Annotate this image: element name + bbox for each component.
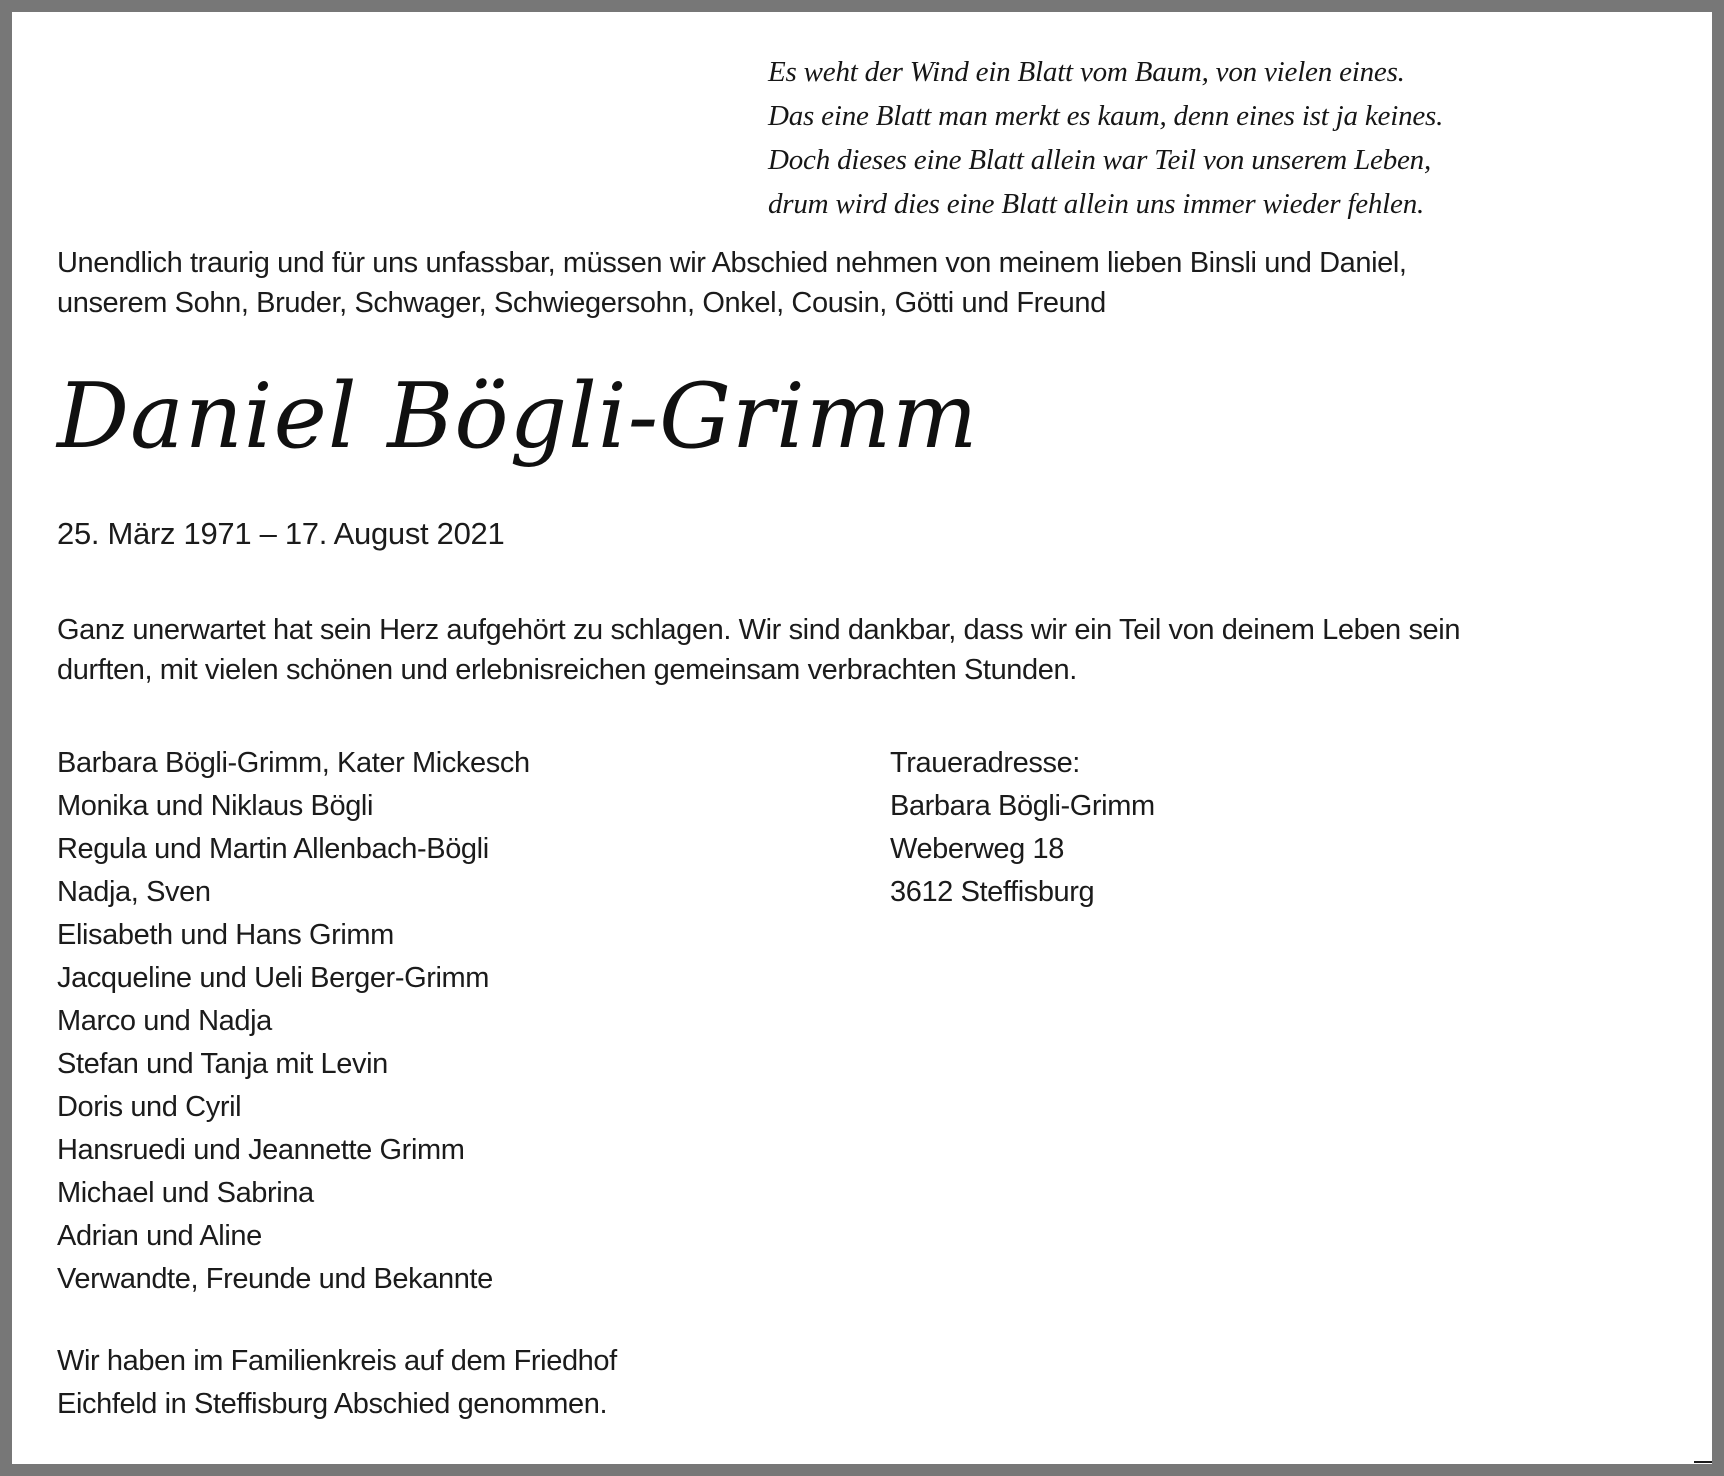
mourner-entry: Jacqueline und Ueli Berger-Grimm	[57, 962, 490, 994]
mourners-list	[57, 742, 530, 1301]
mourner-entry: Doris und Cyril	[57, 1091, 242, 1123]
mourner-entry: Marco und Nadja	[57, 1005, 272, 1037]
tribute-line: durften, mit vielen schönen und erlebnisreichen gemeinsam verbrachten Stunden.	[57, 654, 1077, 686]
poem-line: Es weht der Wind ein Blatt vom Baum, von vielen eines.	[768, 56, 1405, 88]
poem-line: drum wird dies eine Blatt allein uns immer wieder fehlen.	[768, 188, 1425, 220]
mourning-address-block	[890, 742, 1155, 914]
mourning-address-line: Barbara Bögli-Grimm	[890, 790, 1155, 822]
tribute-text	[57, 610, 1460, 690]
mourning-address-line: Weberweg 18	[890, 833, 1065, 865]
deceased-name: Daniel Bögli-Grimm	[57, 364, 979, 469]
scan-artifact	[0, 11, 11, 13]
mourner-entry: Verwandte, Freunde und Bekannte	[57, 1263, 493, 1295]
poem-line: Doch dieses eine Blatt allein war Teil von unserem Leben,	[768, 144, 1432, 176]
memorial-poem	[768, 50, 1443, 226]
mourner-entry: Stefan und Tanja mit Levin	[57, 1048, 388, 1080]
announcement-text	[57, 243, 1407, 323]
deceased-dates: 25. März 1971 – 17. August 2021	[57, 516, 505, 551]
closing-line: Wir haben im Familienkreis auf dem Friedhof	[57, 1345, 617, 1377]
mourning-address-label: Traueradresse:	[890, 747, 1080, 779]
announcement-line: unserem Sohn, Bruder, Schwager, Schwiegersohn, Onkel, Cousin, Götti und Freund	[57, 287, 1106, 319]
mourner-entry: Elisabeth und Hans Grimm	[57, 919, 394, 951]
mourning-address-line: 3612 Steffisburg	[890, 876, 1095, 908]
mourner-entry: Nadja, Sven	[57, 876, 211, 908]
mourner-entry: Adrian und Aline	[57, 1220, 262, 1252]
tribute-line: Ganz unerwartet hat sein Herz aufgehört zu schlagen. Wir sind dankbar, dass wir ein Teil von deinem Leben sein	[57, 614, 1461, 646]
announcement-line: Unendlich traurig und für uns unfassbar, müssen wir Abschied nehmen von meinem lieben Binsli und Daniel,	[57, 247, 1407, 279]
closing-text	[57, 1340, 617, 1426]
mourner-entry: Barbara Bögli-Grimm, Kater Mickesch	[57, 747, 530, 779]
closing-line: Eichfeld in Steffisburg Abschied genommen.	[57, 1388, 608, 1420]
mourner-entry: Hansruedi und Jeannette Grimm	[57, 1134, 465, 1166]
mourner-entry: Monika und Niklaus Bögli	[57, 790, 374, 822]
mourner-entry: Michael und Sabrina	[57, 1177, 314, 1209]
mourner-entry: Regula und Martin Allenbach-Bögli	[57, 833, 489, 865]
scan-artifact	[1694, 1461, 1713, 1463]
poem-line: Das eine Blatt man merkt es kaum, denn eines ist ja keines.	[768, 100, 1444, 132]
